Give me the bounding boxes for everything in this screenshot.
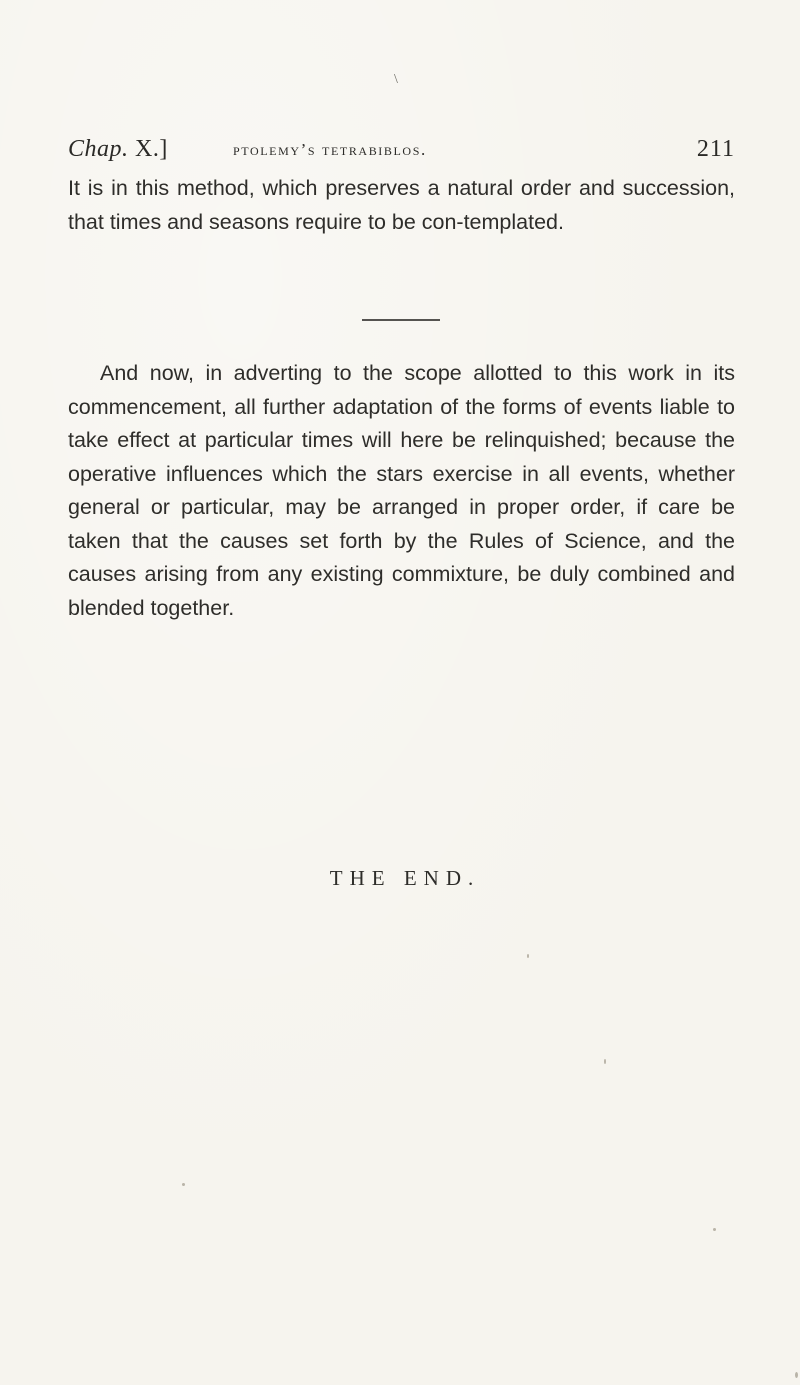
paper-speck [182, 1183, 185, 1186]
paper-speck [713, 1228, 716, 1231]
paragraph-1: It is in this method, which preserves a natural order and succession, that times and seasons require to be con-templated. [68, 176, 735, 234]
book-title: ptolemy’s tetrabiblos. [233, 140, 427, 159]
paragraph-2: And now, in adverting to the scope allotted to this work in its commencement, all further adaptation of the forms of events liable to take effect at particular times will here be relinquished; because the operative influences which the stars exercise in all events, whether general or particular, may be arranged in proper order, if care be taken that the causes set forth by the Rules of Science, and the causes arising from any existing commixture, be duly combined and blended together. [68, 361, 735, 620]
running-head [68, 136, 735, 176]
chapter-abbrev: Chap. [68, 136, 129, 162]
paper-speck [604, 1059, 606, 1064]
section-divider [362, 319, 440, 321]
chapter-number: X.] [128, 136, 168, 162]
the-end-label: THE END. [329, 866, 481, 890]
page-number: 211 [696, 136, 735, 162]
paper-speck [795, 1372, 798, 1378]
top-mark: \ [394, 72, 398, 87]
chapter-label [68, 136, 168, 163]
paper-speck [527, 954, 529, 958]
